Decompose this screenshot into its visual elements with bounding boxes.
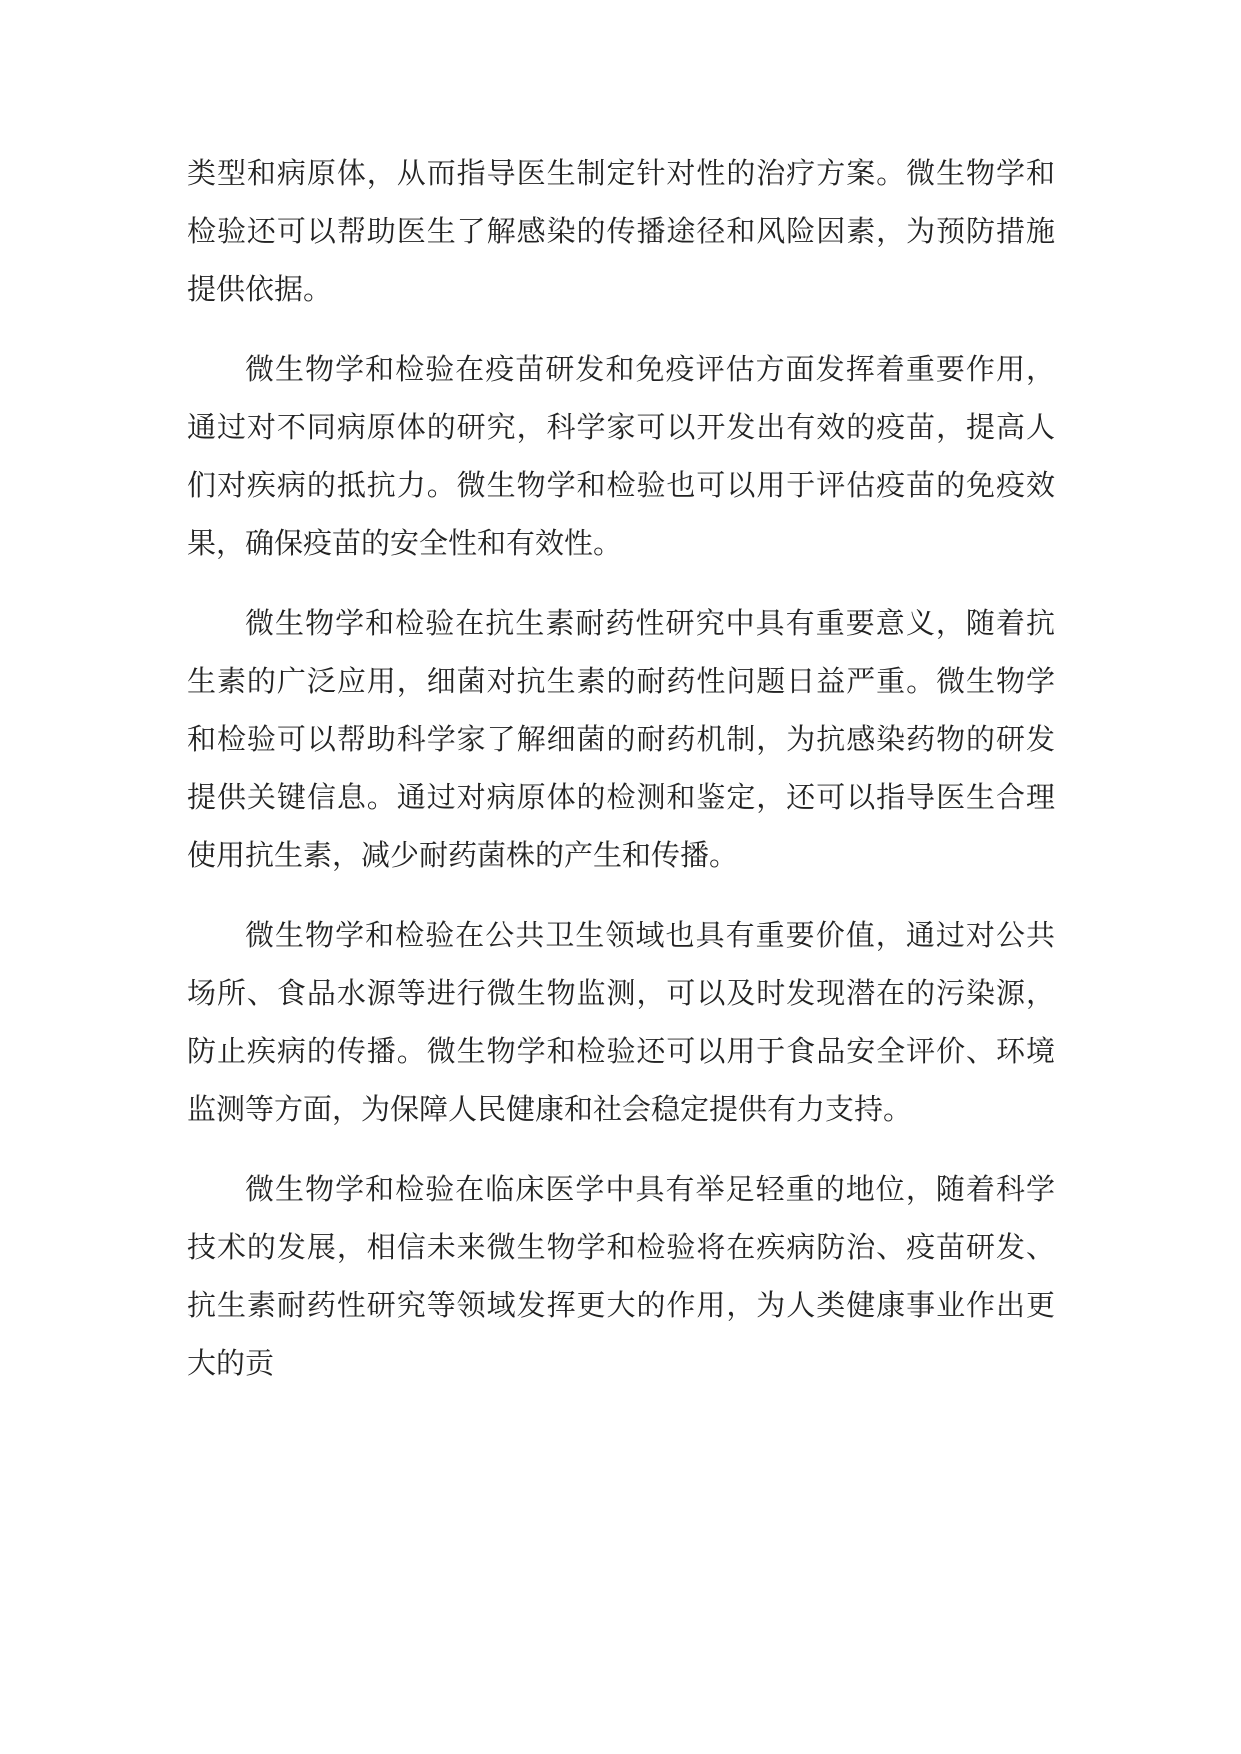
paragraph-public-health: 微生物学和检验在公共卫生领域也具有重要价值，通过对公共场所、食品水源等进行微生物监测，可以及时发现潜在的污染源，防止疾病的传播。微生物学和检验还可以用于食品安全评价、环境监测等方面，为保障人民健康和社会稳定提供有力支持。 bbox=[187, 918, 1055, 1126]
body-text bbox=[187, 144, 1055, 1414]
paragraph-antibiotic-resistance: 微生物学和检验在抗生素耐药性研究中具有重要意义，随着抗生素的广泛应用，细菌对抗生素的耐药性问题日益严重。微生物学和检验可以帮助科学家了解细菌的耐药机制，为抗感染药物的研发提供关键信息。通过对病原体的检测和鉴定，还可以指导医生合理使用抗生素，减少耐药菌株的产生和传播。 bbox=[187, 606, 1055, 872]
paragraph-vaccine: 微生物学和检验在疫苗研发和免疫评估方面发挥着重要作用，通过对不同病原体的研究，科学家可以开发出有效的疫苗，提高人们对疾病的抵抗力。微生物学和检验也可以用于评估疫苗的免疫效果，确保疫苗的安全性和有效性。 bbox=[187, 352, 1055, 560]
paragraph-continued: 类型和病原体，从而指导医生制定针对性的治疗方案。微生物学和检验还可以帮助医生了解感染的传播途径和风险因素，为预防措施提供依据。 bbox=[187, 156, 1055, 306]
paragraph-clinical-medicine: 微生物学和检验在临床医学中具有举足轻重的地位，随着科学技术的发展，相信未来微生物学和检验将在疾病防治、疫苗研发、抗生素耐药性研究等领域发挥更大的作用，为人类健康事业作出更大的贡 bbox=[187, 1172, 1055, 1380]
